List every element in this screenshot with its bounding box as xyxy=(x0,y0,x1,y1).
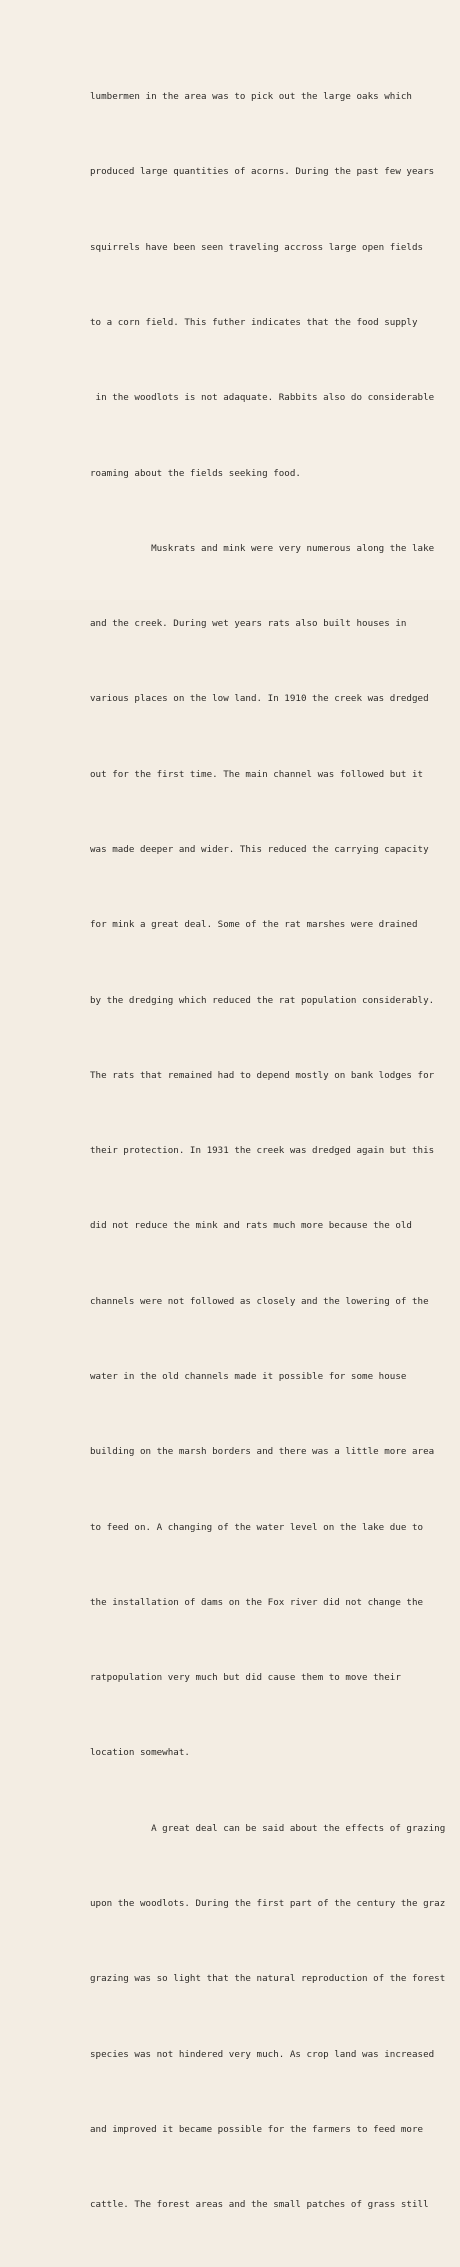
text-line-11: was made deeper and wider. This reduced the carrying capacity xyxy=(90,844,429,855)
text-line-27: species was not hindered very much. As crop land was increased xyxy=(90,2048,435,2060)
text-line-6: roaming about the fields seeking food. xyxy=(90,467,301,479)
text-line-5: in the woodlots is not adaquate. Rabbits also do considerable xyxy=(90,392,435,404)
text-line-24: A great deal can be said about the effects of grazing xyxy=(90,1822,446,1834)
text-line-19: building on the marsh borders and there was a little more area xyxy=(90,1446,435,1458)
text-line-29: cattle. The forest areas and the small patches of grass still xyxy=(90,2199,429,2211)
text-line-8: and the creek. During wet years rats also built houses in xyxy=(90,618,407,630)
text-line-26: grazing was so light that the natural reproduction of the forest xyxy=(90,1973,446,1985)
text-line-20: to feed on. A changing of the water level on the lake due to xyxy=(90,1521,424,1533)
text-line-13: by the dredging which reduced the rat population considerably. xyxy=(90,994,435,1006)
text-line-18: water in the old channels made it possible for some house xyxy=(90,1370,407,1382)
text-line-22: ratpopulation very much but did cause them to move their xyxy=(90,1672,401,1684)
text-line-14: The rats that remained had to depend mostly on bank lodges for xyxy=(90,1069,435,1081)
text-line-7: Muskrats and mink were very numerous along the lake xyxy=(90,542,435,554)
text-line-3: squirrels have been seen traveling accross large open fields xyxy=(90,241,424,253)
text-line-25: upon the woodlots. During the first part of the century the graz xyxy=(90,1897,446,1909)
text-line-2: produced large quantities of acorns. During the past few years xyxy=(90,166,435,178)
text-line-9: various places on the low land. In 1910 the creek was dredged xyxy=(90,693,429,705)
text-line-10: out for the first time. The main channel was followed but it xyxy=(90,768,424,780)
text-line-12: for mink a great deal. Some of the rat marshes were drained xyxy=(90,919,418,931)
text-line-15: their protection. In 1931 the creek was dredged again but this xyxy=(90,1145,435,1157)
text-line-4: to a corn field. This futher indicates that the food supply xyxy=(90,317,418,329)
text-line-21: the installation of dams on the Fox river did not change the xyxy=(90,1596,424,1608)
text-line-23: location somewhat. xyxy=(90,1747,190,1759)
text-line-17: channels were not followed as closely and the lowering of the xyxy=(90,1295,429,1307)
text-line-28: and improved it became possible for the farmers to feed more xyxy=(90,2123,424,2135)
text-line-1: lumbermen in the area was to pick out the large oaks which xyxy=(90,91,412,103)
typewritten-body-text xyxy=(90,34,450,2267)
text-line-16: did not reduce the mink and rats much more because the old xyxy=(90,1220,412,1232)
